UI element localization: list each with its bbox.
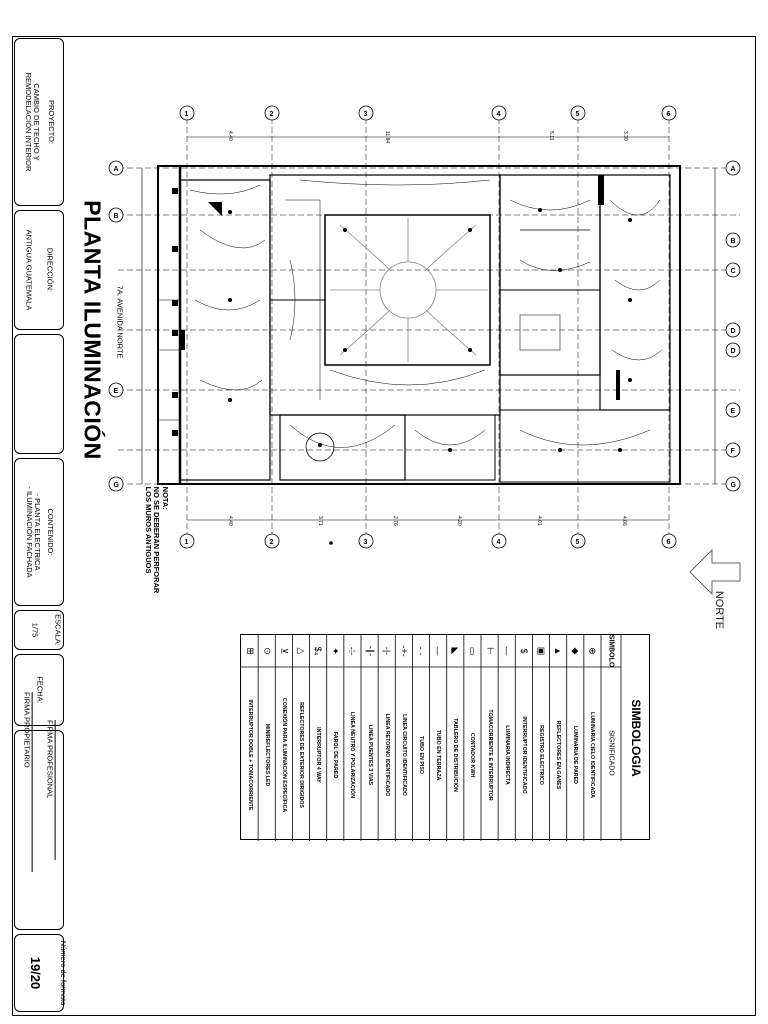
luminaria-pared-icon: ◆ <box>570 647 581 655</box>
grid-bubble-top <box>359 106 373 120</box>
linea-retorno-icon: -|- <box>381 646 392 656</box>
grid-bubble-right <box>726 263 740 277</box>
grid-bubble-top <box>571 106 585 120</box>
legend-title: SIMBOLOGIA <box>629 699 643 777</box>
grid-bubble-right <box>726 233 740 247</box>
contador-icon: ▭ <box>467 646 478 656</box>
proyecto-value: CAMBIO DE TECHO Y REMODELACIÓN INTERIOR <box>23 72 42 172</box>
grid-bubble-right <box>726 403 740 417</box>
dim-top: 4.40 <box>227 131 233 141</box>
reflector-exterior-icon: △ <box>296 647 307 655</box>
direccion-value: ANTIGUA GUATEMALA <box>25 229 34 311</box>
grid-bubble-top <box>662 106 676 120</box>
linea-circuito-icon: -+- <box>398 645 409 657</box>
fecha-label: FECHA: <box>35 676 45 704</box>
axis-marker <box>329 541 333 545</box>
legend-row-label: TUBO EN TERRAZA <box>435 729 442 781</box>
north-arrow-icon <box>690 550 740 594</box>
minireflector-icon: ⊙ <box>262 647 273 655</box>
firma-propietario: FIRMA PROPIETARIO <box>22 692 33 872</box>
svg-text:4: 4 <box>496 111 501 118</box>
grid-bubble-bottom <box>662 534 676 548</box>
dim-bottom: 3.71 <box>317 516 323 526</box>
firma-profesional: FIRMA PROFESIONAL <box>45 720 56 860</box>
grid-bubble-right <box>726 161 740 175</box>
dim-top: 5.11 <box>548 131 554 141</box>
svg-text:G: G <box>730 482 736 489</box>
luminaria-cielo-icon: ⊕ <box>587 647 598 655</box>
grid-bubble-top <box>265 106 279 120</box>
svg-text:3: 3 <box>363 111 368 118</box>
svg-text:5: 5 <box>575 539 580 546</box>
dim-bottom: 4.40 <box>227 516 233 526</box>
svg-text:D: D <box>730 348 736 355</box>
svg-text:B: B <box>113 213 119 220</box>
svg-text:6: 6 <box>666 539 671 546</box>
street-label: 7A. AVENIDA NORTE <box>115 285 125 359</box>
legend-row-label: TOMACORRIENTE E INTERRUPTOR <box>486 709 493 801</box>
legend-col-meaning: SIGNIFICADO <box>607 730 615 776</box>
walls <box>158 166 680 484</box>
legend-row-label: INTERRUPTOR 4 WAY <box>315 727 322 783</box>
grid-bubble-right <box>726 323 740 337</box>
plan-title: PLANTA ILUMINACIÓN <box>79 200 106 460</box>
legend-row-label: FAROL DE PARED <box>332 731 339 779</box>
legend-row-label: TABLERO DE DISTRIBUCIÓN <box>452 718 459 792</box>
legend-row-label: LINEA CIRCUITO IDENTIFICADO <box>400 714 407 796</box>
dim-bottom: 2.76 <box>392 516 398 526</box>
registro-icon: ▣ <box>536 646 547 656</box>
grid-bubble-top <box>492 106 506 120</box>
dimension-lines <box>142 137 715 520</box>
grid-bubble-bottom <box>492 534 506 548</box>
interruptor-icon: $ <box>518 648 529 654</box>
tomacorriente-icon: ⊢ <box>485 647 496 655</box>
legend-row-label: LUMINARIA INDIRECTA <box>503 725 510 785</box>
svg-text:3: 3 <box>363 539 368 546</box>
reflector-icon: ▲ <box>553 646 564 656</box>
farol-icon: ✦ <box>330 647 341 655</box>
nota-line: NO SE DEBERAN PERFORAR <box>152 486 162 594</box>
legend-table <box>240 634 650 840</box>
dim-bottom: 4.20 <box>456 516 462 526</box>
grid-bubble-right <box>726 443 740 457</box>
legend-row-label: LINEA NEUTRO Y POLARIZACIÓN <box>349 711 356 799</box>
linea-puentes-icon: -∥- <box>365 645 376 657</box>
grid-bubble-top <box>180 106 194 120</box>
svg-text:2: 2 <box>269 539 274 546</box>
luminaria-indirecta-icon: — <box>501 646 512 656</box>
wiring <box>158 180 662 448</box>
interruptor-4way-icon: $₄ <box>313 646 324 656</box>
tubo-terraza-icon: — <box>433 646 444 656</box>
svg-text:C: C <box>730 268 736 275</box>
svg-text:A: A <box>730 166 736 173</box>
contenido-item: - ILUMINACIÓN FACHADA <box>24 486 34 578</box>
legend-row-label: TUBO EN PISO <box>418 736 424 774</box>
legend-col-symbol: SIMBOLO <box>607 634 615 668</box>
svg-text:5: 5 <box>575 111 580 118</box>
legend-row-label: INTERRUPTOR DOBLE + TOMACORRIENTE <box>246 699 253 811</box>
legend-row-label: REFLECTORES DE EXTERIOR DIRIGIDOS <box>298 702 304 808</box>
legend-row-label: INTERRUPTOR IDENTIFICADO <box>520 716 527 794</box>
legend-row-label: LUMINARIA DE PARED <box>572 726 579 784</box>
grid-bubble-left <box>109 383 123 397</box>
nota-line: LOS MUROS ANTIGUOS <box>143 486 153 574</box>
grid-bubble-left <box>109 208 123 222</box>
dim-top: 3.30 <box>622 131 628 141</box>
svg-text:4: 4 <box>496 539 501 546</box>
interruptor-doble-icon: ⊞ <box>245 647 256 655</box>
grid-lines <box>115 118 740 545</box>
svg-text:1: 1 <box>184 539 189 546</box>
legend-row-label: CONEXIÓN PARA ILUMINACIÓN ESPECÍFICA <box>280 697 287 813</box>
contenido-label: CONTENIDO: <box>45 508 55 556</box>
svg-text:E: E <box>730 408 736 415</box>
dim-bottom: 4.01 <box>536 516 542 526</box>
svg-text:D: D <box>730 328 736 335</box>
dim-bottom: 4.06 <box>621 516 627 526</box>
svg-text:B: B <box>730 238 736 245</box>
grid-bubble-left <box>109 161 123 175</box>
svg-text:6: 6 <box>666 111 671 118</box>
north-label: NORTE <box>713 590 725 630</box>
numero-value: 19/20 <box>28 956 44 990</box>
grid-bubble-right <box>726 343 740 357</box>
grid-bubble-bottom <box>571 534 585 548</box>
proyecto-label: PROYECTO: <box>46 99 56 145</box>
direccion-label: DIRECCIÓN: <box>45 247 55 293</box>
conexion-icon: ⊻ <box>279 647 290 655</box>
grid-bubble-bottom <box>359 534 373 548</box>
legend-row-label: LUMINARIA CIELO IDENTIFICADA <box>589 711 596 799</box>
grid-bubble-bottom <box>265 534 279 548</box>
svg-text:F: F <box>730 448 735 455</box>
nota-label: NOTA: <box>160 486 170 510</box>
tablero-icon: ◣ <box>450 647 461 655</box>
legend-row-label: MINIREFLECTORES LED <box>263 723 270 787</box>
grid-bubble-left <box>109 477 123 491</box>
legend-row-label: LINEA RETORNO IDENTIFICADO <box>383 713 390 797</box>
grid-bubble-right <box>726 477 740 491</box>
escala-label: ESCALA: <box>53 614 63 646</box>
svg-text:A: A <box>113 166 119 173</box>
svg-text:G: G <box>113 482 119 489</box>
legend-row-label: REGISTRO ELECTRICO <box>538 725 544 785</box>
grid-bubble-bottom <box>180 534 194 548</box>
linea-neutro-icon: -⁞- <box>347 646 358 656</box>
legend-row-label: REFLECTORES EN GANES <box>555 720 562 790</box>
svg-text:E: E <box>113 388 119 395</box>
dim-top: 11.84 <box>384 131 390 144</box>
svg-text:2: 2 <box>269 111 274 118</box>
numero-label: Número de formato <box>58 940 68 1006</box>
dimension-labels <box>227 131 628 526</box>
tubo-piso-icon: - - <box>416 646 426 656</box>
contenido-item: - PLANTA ELECTRICA <box>33 493 43 571</box>
escala-value: 1/75 <box>31 622 40 638</box>
svg-text:1: 1 <box>184 111 189 118</box>
legend-row-label: CONTADOR KWH <box>469 732 476 778</box>
legend-row-label: LINEA PUENTES 3 VIAS <box>366 724 373 786</box>
